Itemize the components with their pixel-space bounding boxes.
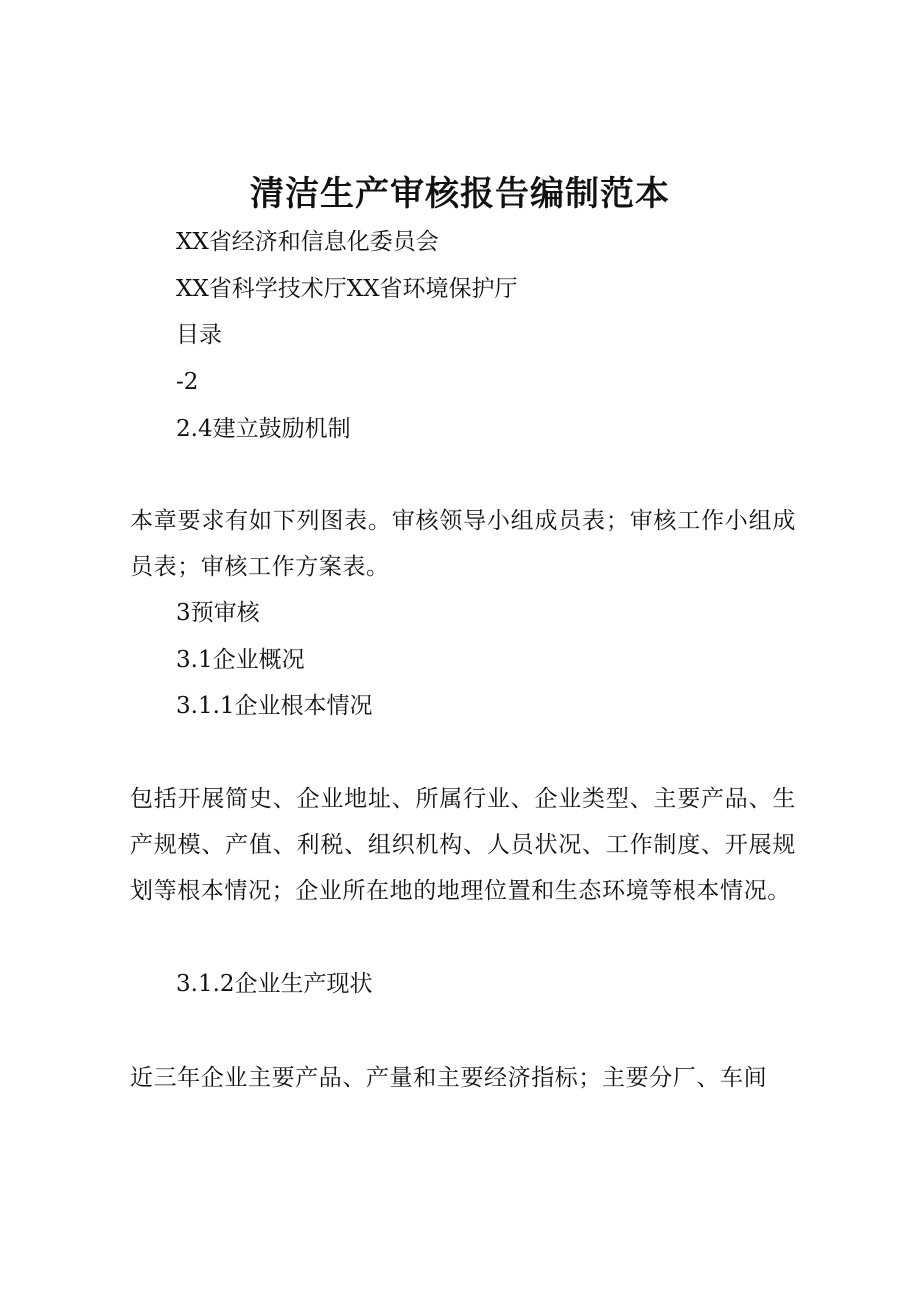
document-title: 清洁生产审核报告编制范本 [250,174,670,214]
chapter-requirements-paragraph: 本章要求有如下列图表。审核领导小组成员表；审核工作小组成员表；审核工作方案表。 [130,508,796,580]
toc-label: 目录 [176,322,222,348]
toc-page-number: -2 [176,369,199,395]
org-line-1: XX省经济和信息化委员会 [176,229,439,255]
section-heading-3: 3预审核 [176,600,260,626]
org-line-2: XX省科学技术厅XX省环境保护厅 [176,276,518,302]
section-heading-3-1-2: 3.1.2企业生产现状 [176,971,373,997]
section-heading-2-4: 2.4建立鼓励机制 [176,416,351,442]
section-heading-3-1: 3.1企业概况 [176,647,305,673]
enterprise-basic-paragraph: 包括开展简史、企业地址、所属行业、企业类型、主要产品、生产规模、产值、利税、组织机构、人员状况、工作制度、开展规划等根本情况；企业所在地的地理位置和生态环境等根本情况。 [130,786,796,904]
section-heading-3-1-1: 3.1.1企业根本情况 [176,693,373,719]
production-status-paragraph: 近三年企业主要产品、产量和主要经济指标；主要分厂、车间 [130,1065,768,1091]
